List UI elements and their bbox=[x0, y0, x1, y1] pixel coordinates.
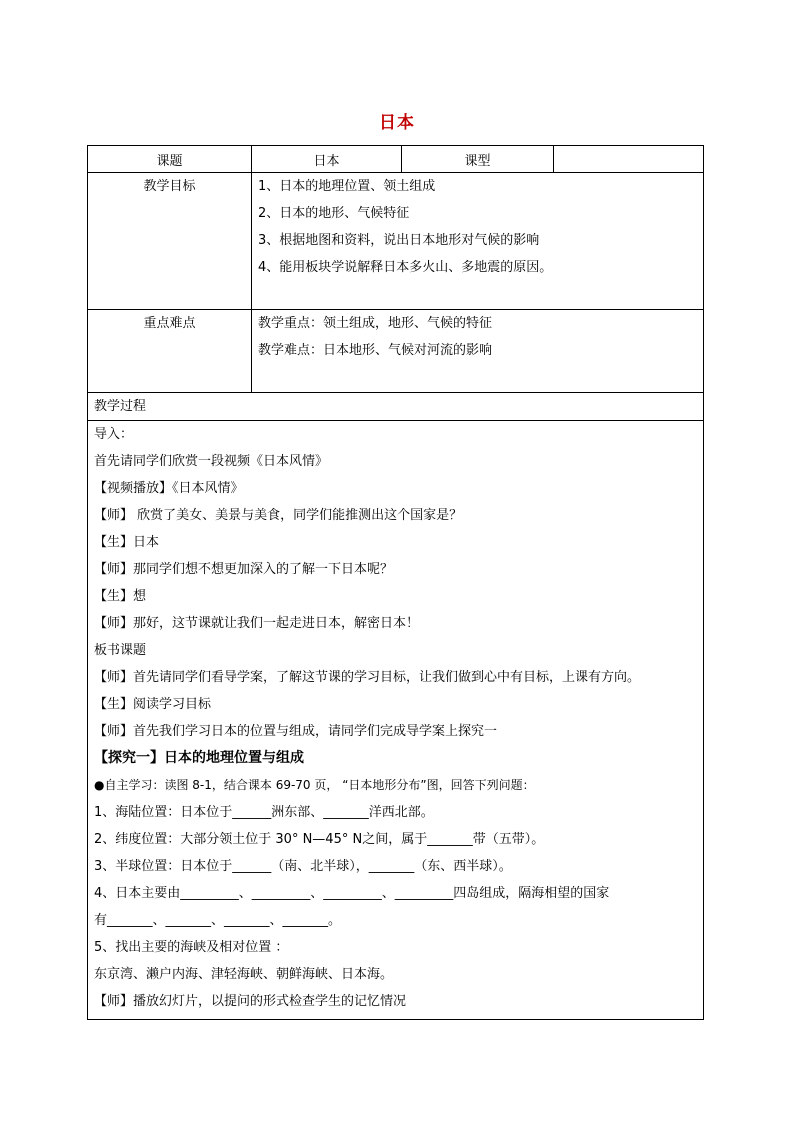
process-line: 导入： bbox=[94, 427, 134, 442]
explore-title: 【探究一】日本的地理位置与组成 bbox=[94, 750, 304, 766]
key-points-row bbox=[88, 310, 704, 393]
key-points-label: 重点难点 bbox=[88, 310, 252, 393]
process-line: 【生】想 bbox=[94, 589, 147, 604]
process-content bbox=[88, 421, 704, 1020]
type-value bbox=[554, 146, 704, 173]
objective-item: 2、日本的地形、气候特征 bbox=[258, 206, 410, 221]
self-study-prompt: ●自主学习：读图 8-1，结合课本 69-70 页， “日本地形分布”图，回答下列问题： bbox=[94, 778, 535, 792]
process-line: 【生】日本 bbox=[94, 535, 160, 550]
key-point-item: 教学重点：领土组成，地形、气候的特征 bbox=[258, 316, 493, 331]
course-label: 课题 bbox=[88, 146, 252, 173]
process-line: 首先请同学们欣赏一段视频《日本风情》 bbox=[94, 454, 329, 469]
question-line: 3、半球位置：日本位于______（南、北半球），_______（东、西半球）。 bbox=[94, 859, 512, 874]
process-line: 【师】那好，这节课就让我们一起走进日本，解密日本！ bbox=[94, 616, 420, 631]
process-line: 【视频播放】《日本风情》 bbox=[94, 481, 244, 496]
question-line: 东京湾、濑户内海、津轻海峡、朝鲜海峡、日本海。 bbox=[94, 967, 394, 982]
question-line: 【师】播放幻灯片，以提问的形式检查学生的记忆情况 bbox=[94, 994, 407, 1009]
process-row bbox=[88, 421, 704, 1020]
objective-item: 1、日本的地理位置、领土组成 bbox=[258, 179, 436, 194]
process-label: 教学过程 bbox=[88, 393, 704, 421]
process-line: 【师】首先我们学习日本的位置与组成，请同学们完成导学案上探究一 bbox=[94, 724, 498, 739]
objectives-row bbox=[88, 173, 704, 310]
question-line: 有_______、_______、_______、_______。 bbox=[94, 913, 342, 928]
objective-item: 4、能用板块学说解释日本多火山、多地震的原因。 bbox=[258, 260, 553, 275]
question-line: 2、纬度位置：大部分领土位于 30° N—45° N之间，属于_______带（五带）。 bbox=[94, 832, 545, 847]
process-line: 【生】阅读学习目标 bbox=[94, 697, 212, 712]
question-line: 1、海陆位置：日本位于______洲东部、_______洋西北部。 bbox=[94, 805, 434, 820]
header-row bbox=[88, 146, 704, 173]
process-line: 板书课题 bbox=[94, 643, 147, 658]
course-value: 日本 bbox=[252, 146, 402, 173]
question-line: 5、找出主要的海峡及相对位置 ： bbox=[94, 940, 289, 955]
objective-item: 3、根据地图和资料，说出日本地形对气候的影响 bbox=[258, 233, 540, 248]
page-title: 日本 bbox=[379, 113, 415, 133]
question-line: 4、日本主要由_________、_________、_________、_________四岛组成，隔海相望的国家 bbox=[94, 886, 610, 901]
key-points-content bbox=[252, 310, 704, 393]
objectives-label: 教学目标 bbox=[88, 173, 252, 310]
process-line: 【师】首先请同学们看导学案，了解这节课的学习目标，让我们做到心中有目标，上课有方向。 bbox=[94, 670, 641, 685]
type-label: 课型 bbox=[402, 146, 554, 173]
process-label-row bbox=[88, 393, 704, 421]
process-line: 【师】那同学们想不想更加深入的了解一下日本呢？ bbox=[94, 562, 394, 577]
process-line: 【师】 欣赏了美女、美景与美食，同学们能推测出这个国家是？ bbox=[94, 508, 463, 523]
key-point-item: 教学难点：日本地形、气候对河流的影响 bbox=[258, 343, 493, 358]
objectives-content bbox=[252, 173, 704, 310]
lesson-plan-table bbox=[87, 145, 704, 1020]
